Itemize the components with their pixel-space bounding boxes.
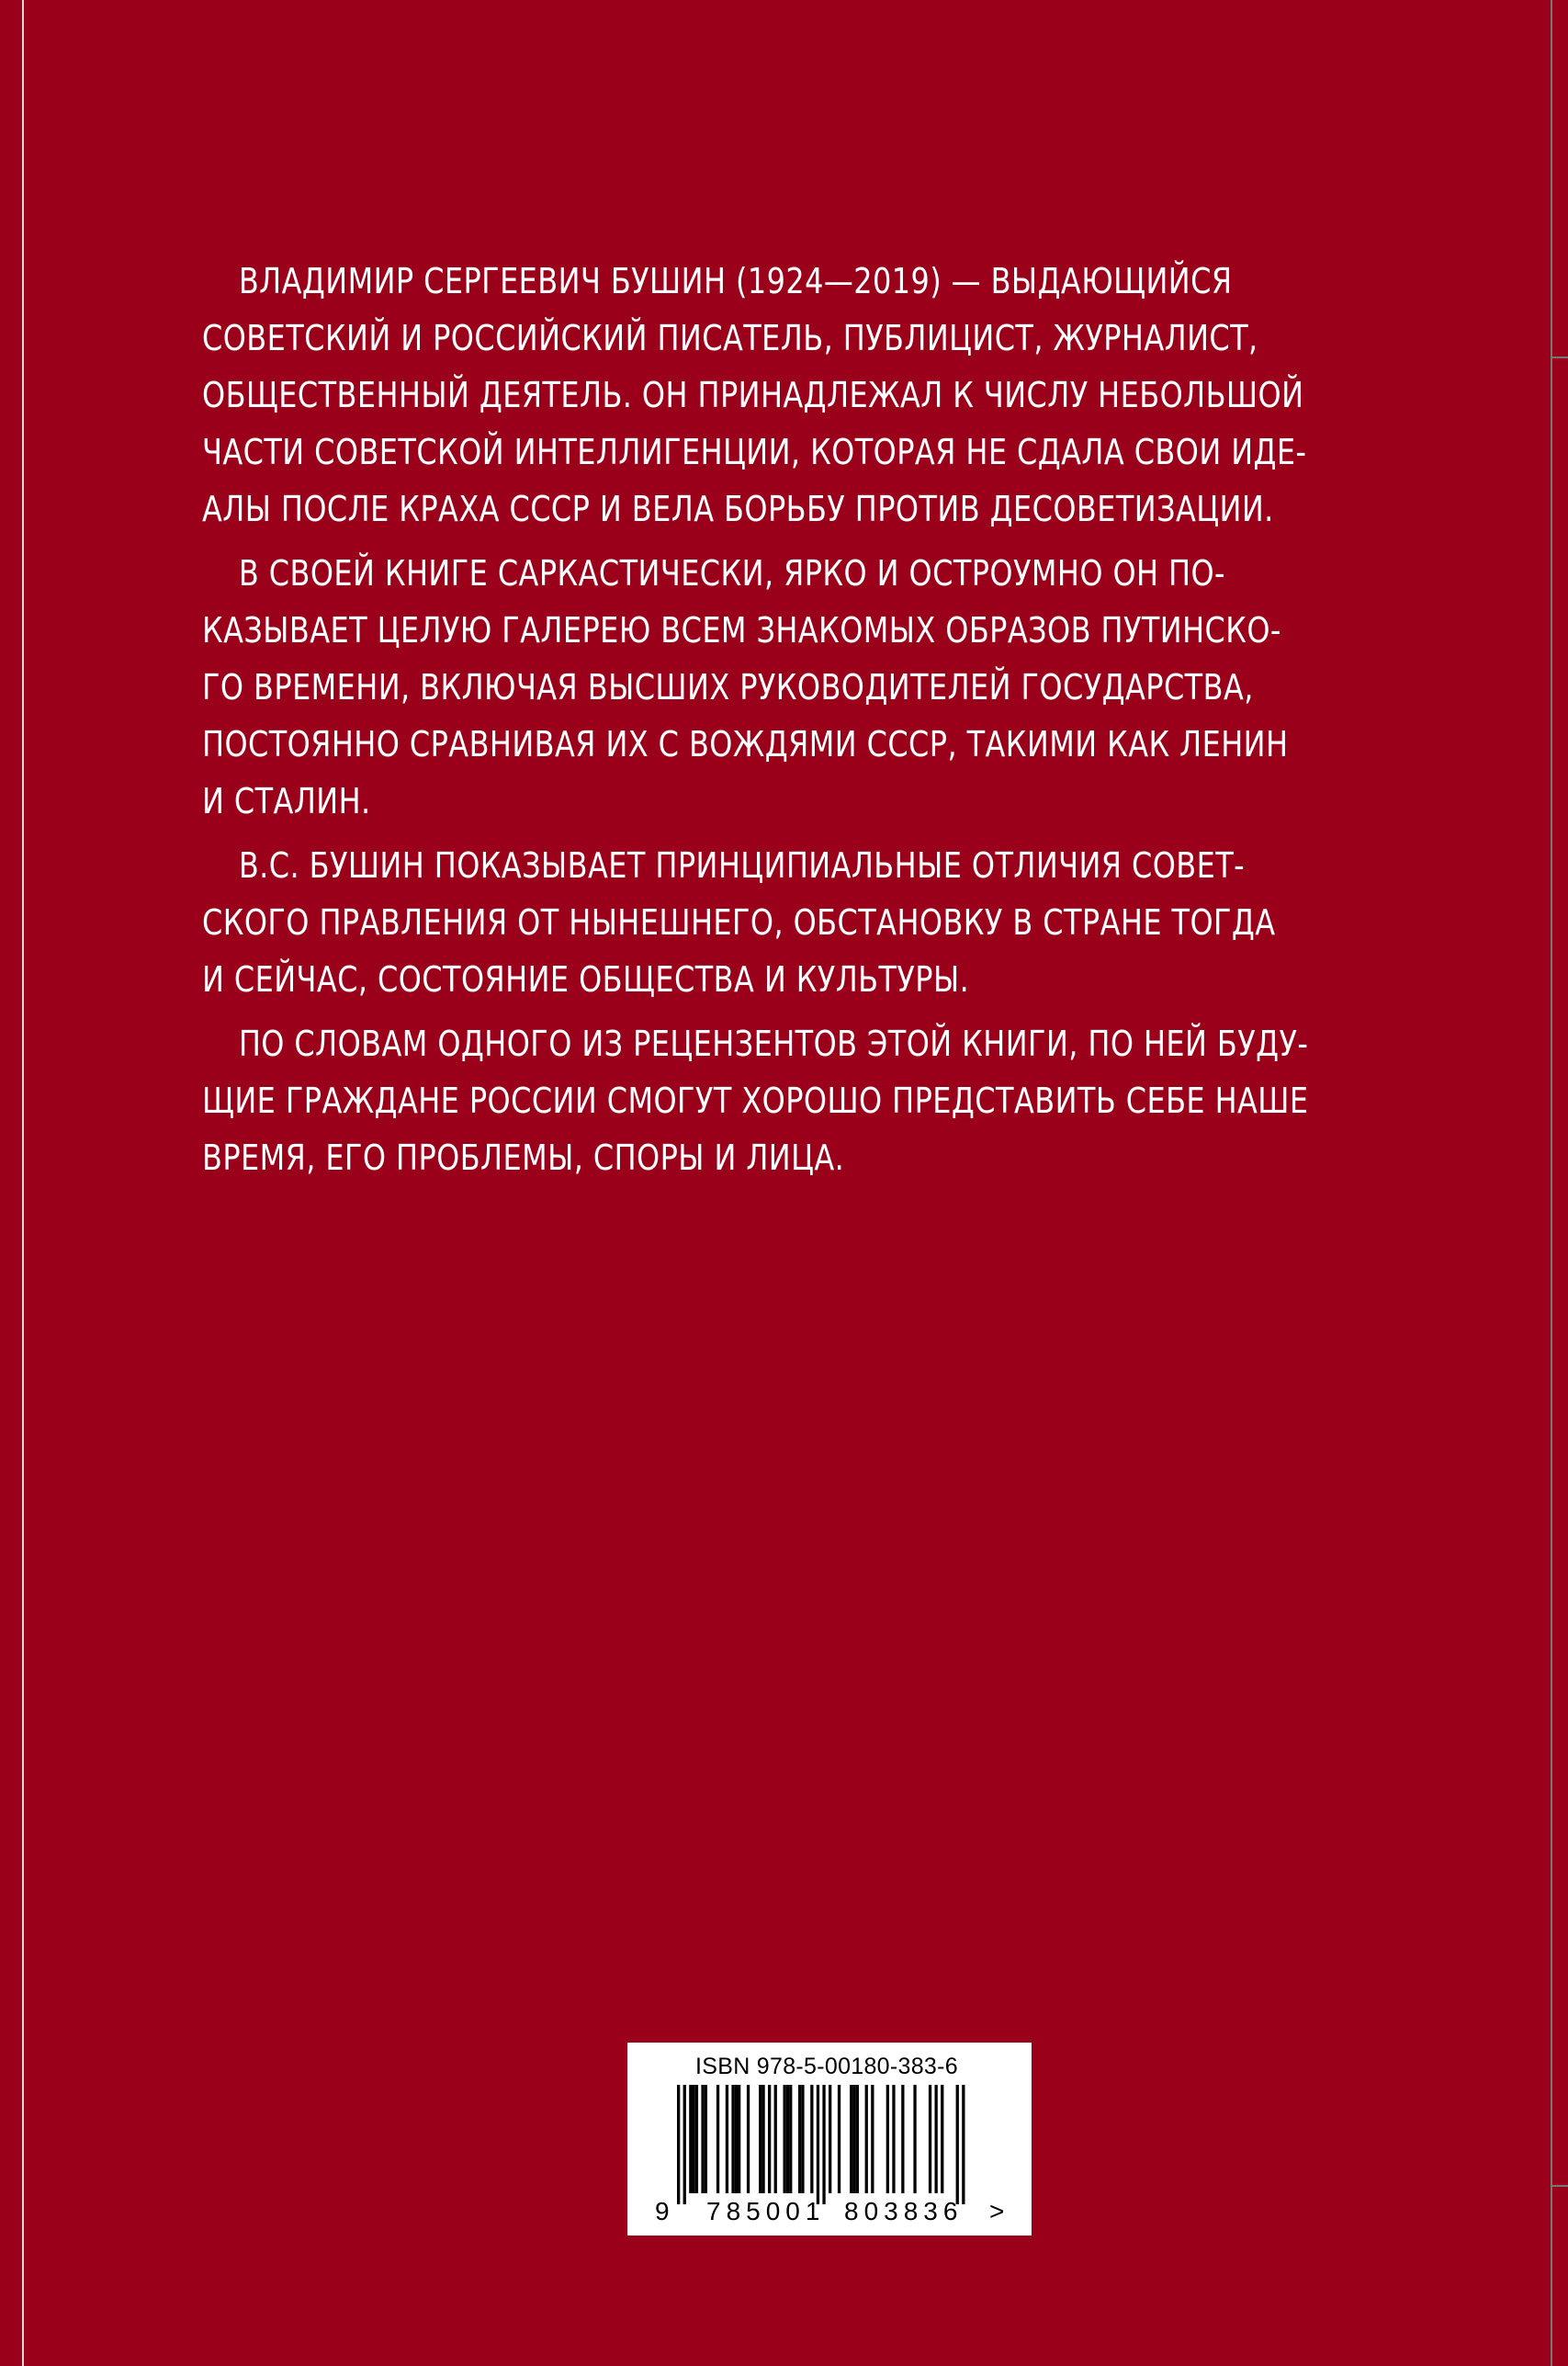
barcode-bar [838,2085,840,2193]
text-line: КАЗЫВАЕТ ЦЕЛУЮ ГАЛЕРЕЮ ВСЕМ ЗНАКОМЫХ ОБРАЗОВ ПУТИНСКО- [202,610,1281,651]
annotation-text [202,254,1309,1187]
barcode-bar [716,2085,719,2193]
text-line: ПО СЛОВАМ ОДНОГО ИЗ РЕЦЕНЗЕНТОВ ЭТОЙ КНИГИ, ПО НЕЙ БУДУ- [238,1024,1309,1065]
text-line: ЩИЕ ГРАЖДАНЕ РОССИИ СМОГУТ ХОРОШО ПРЕДСТАВИТЬ СЕБЕ НАШЕ [202,1081,1309,1122]
trim-tick-mark [1551,357,1568,358]
barcode-bar [726,2085,728,2193]
barcode-bar [774,2085,777,2193]
text-line: ВРЕМЯ, ЕГО ПРОБЛЕМЫ, СПОРЫ И ЛИЦА. [202,1138,845,1179]
barcode-bar [731,2085,734,2193]
barcode-bar [786,2085,789,2193]
barcode-bar [810,2085,813,2193]
isbn-label: ISBN 978-5-00180-383-6 [695,2054,958,2079]
paragraph-1 [202,254,1307,538]
barcode-bar [798,2085,801,2193]
barcode-bars [655,2085,1013,2204]
barcode-bar [865,2085,868,2193]
barcode-bar [738,2085,740,2193]
barcode-guard-bar [962,2085,964,2204]
barcode-guard-bar [817,2085,819,2204]
text-line: В СВОЕЙ КНИГЕ САРКАСТИЧЕСКИ, ЯРКО И ОСТРОУМНО ОН ПО- [238,553,1226,594]
barcode-bar [705,2085,707,2193]
isbn-barcode-block [627,2043,1032,2236]
barcode-bar [759,2085,761,2193]
trim-line-left [22,0,24,2366]
barcode-bar [871,2085,874,2193]
text-line: СОВЕТСКИЙ И РОССИЙСКИЙ ПИСАТЕЛЬ, ПУБЛИЦИСТ, ЖУРНАЛИСТ, [202,318,1258,359]
barcode-bar [784,2085,786,2193]
barcode-guard-bar [683,2085,686,2204]
text-line: ВЛАДИМИР СЕРГЕЕВИЧ БУШИН (1924—2019) — ВЫДАЮЩИЙСЯ [238,261,1233,302]
text-line: ОБЩЕСТВЕННЫЙ ДЕЯТЕЛЬ. ОН ПРИНАДЛЕЖАЛ К ЧИСЛУ НЕБОЛЬШОЙ [202,375,1304,416]
barcode-digit-lead: 9 [655,2197,670,2225]
barcode-bar [761,2085,764,2193]
barcode-bar [801,2085,804,2193]
barcode-bar [850,2085,852,2193]
barcode-bar [701,2085,704,2193]
barcode-bar [941,2085,943,2193]
text-line: ГО ВРЕМЕНИ, ВКЛЮЧАЯ ВЫСШИХ РУКОВОДИТЕЛЕЙ ГОСУДАРСТВА, [202,667,1254,708]
barcode-bar [901,2085,904,2193]
barcode-bar [768,2085,771,2193]
barcode-bar [747,2085,750,2193]
barcode-bar [735,2085,738,2193]
barcode-bar [789,2085,792,2193]
paragraph-2 [202,546,1289,831]
trim-tick-mark [1551,2185,1568,2187]
barcode-bar [695,2085,698,2193]
trim-line-right [1551,0,1552,2366]
barcode-bar [913,2085,916,2193]
paragraph-3 [202,838,1276,1009]
text-line: АЛЫ ПОСЛЕ КРАХА СССР И ВЕЛА БОРЬБУ ПРОТИВ ДЕСОВЕТИЗАЦИИ. [202,489,1274,530]
barcode-guard-bar [822,2085,825,2204]
barcode-bar [892,2085,895,2193]
paragraph-4 [202,1016,1309,1187]
barcode-bar [929,2085,931,2193]
text-line: В.С. БУШИН ПОКАЗЫВАЕТ ПРИНЦИПИАЛЬНЫЕ ОТЛИЧИЯ СОВЕТ- [238,845,1246,887]
barcode-digits-left: 785001 [706,2197,826,2225]
barcode-bar [886,2085,889,2193]
barcode-quiet-zone-marker: > [989,2197,1005,2225]
barcode-bar [829,2085,831,2193]
barcode-guard-bar [956,2085,959,2204]
barcode-bar [935,2085,938,2193]
barcode-bar [689,2085,692,2193]
text-line: ПОСТОЯННО СРАВНИВАЯ ИХ С ВОЖДЯМИ СССР, ТАКИМИ КАК ЛЕНИН [202,724,1289,765]
barcode-bar [852,2085,855,2193]
barcode-guard-bar [677,2085,680,2204]
text-line: И СЕЙЧАС, СОСТОЯНИЕ ОБЩЕСТВА И КУЛЬТУРЫ. [202,959,970,1001]
text-line: ЧАСТИ СОВЕТСКОЙ ИНТЕЛЛИГЕНЦИИ, КОТОРАЯ НЕ СДАЛА СВОИ ИДЕ- [202,432,1307,473]
barcode-bar [856,2085,859,2193]
barcode-bar [693,2085,695,2193]
text-line: И СТАЛИН. [202,781,371,822]
barcode-digits-right: 803836 [844,2197,964,2225]
text-line: СКОГО ПРАВЛЕНИЯ ОТ НЫНЕШНЕГО, ОБСТАНОВКУ В СТРАНЕ ТОГДА [202,902,1276,944]
